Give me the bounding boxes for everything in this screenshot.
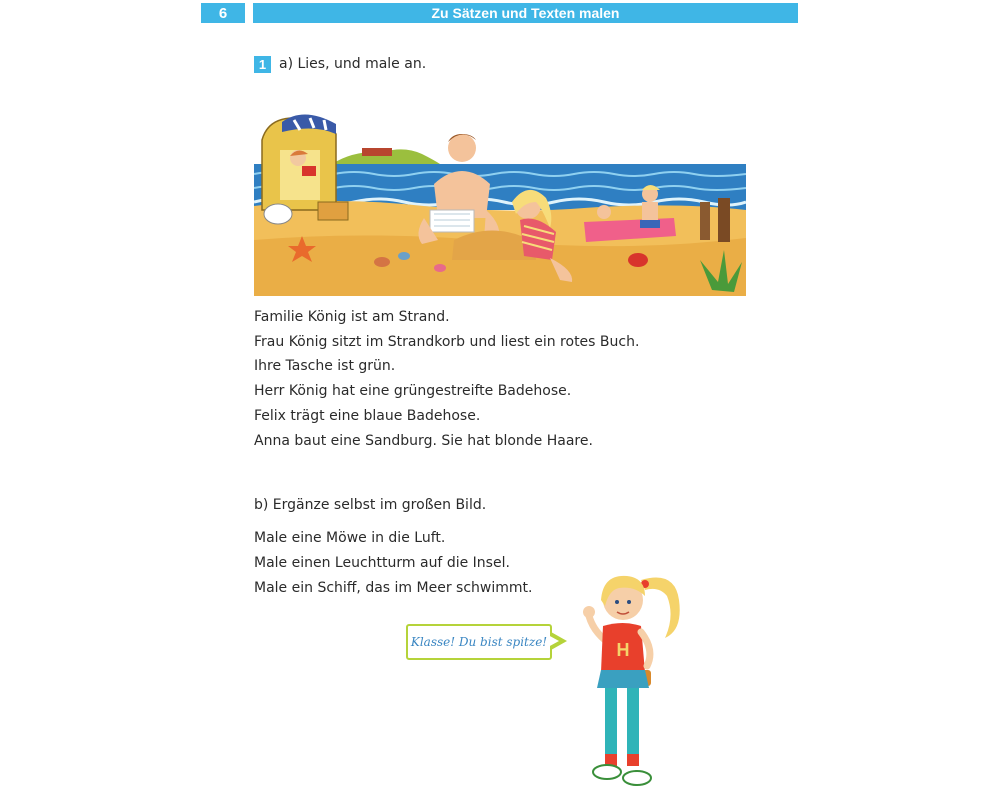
instruction-b: b) Ergänze selbst im großen Bild. [254, 497, 487, 513]
svg-text:H: H [616, 640, 630, 660]
exercise-number-badge: 1 [254, 56, 271, 73]
story-line: Herr König hat eine grüngestreifte Badehose. [254, 383, 572, 400]
story-line: Anna baut eine Sandburg. Sie hat blonde Haare. [254, 432, 593, 449]
beach-illustration [254, 110, 746, 296]
chapter-title: Zu Sätzen und Texten malen [253, 3, 798, 23]
story-line: Ihre Tasche ist grün. [254, 358, 396, 375]
task-line: Male eine Möwe in die Luft. [254, 530, 446, 546]
story-line: Frau König sitzt im Strandkorb und liest ein rotes Buch. [254, 333, 640, 350]
task-line: Male einen Leuchtturm auf die Insel. [254, 555, 510, 571]
speech-bubble: Klasse! Du bist spitze! [406, 624, 552, 660]
drawing-tasks [254, 526, 532, 601]
wooden-post [700, 202, 710, 240]
task-line: Male ein Schiff, das im Meer schwimmt. [254, 580, 533, 596]
crab [628, 253, 648, 267]
story-line: Familie König ist am Strand. [254, 309, 450, 325]
mascot-girl-illustration [575, 560, 685, 796]
page-number: 6 [201, 3, 245, 23]
story-line: Felix trägt eine blaue Badehose. [254, 407, 481, 424]
instruction-a: a) Lies, und male an. [279, 56, 427, 72]
exercise-heading [254, 54, 426, 74]
speech-bubble-tail [551, 632, 567, 650]
story-text [254, 305, 774, 453]
